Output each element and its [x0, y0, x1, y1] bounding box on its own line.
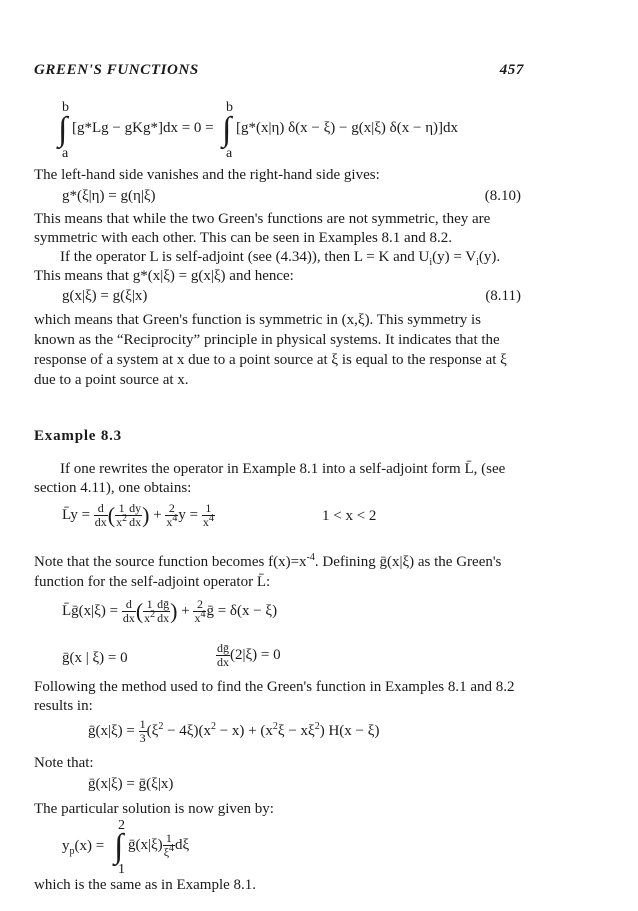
equation-8-11: g(x|ξ) = g(ξ|x): [62, 288, 148, 304]
equation-number: (8.11): [485, 288, 521, 304]
equation-rhs: [g*(x|η) δ(x − ξ) − g(x|ξ) δ(x − η)]dx: [236, 120, 459, 136]
equation-green-function-solution: [88, 718, 379, 745]
paragraph: The particular solution is now given by:: [34, 801, 274, 817]
solution-rhs: $(\xi^2 - 4\xi)(x^2 - x) + (x^2\xi - x\xi^2) H(x - \xi)$: [146, 720, 380, 739]
paragraph: If one rewrites the operator in Example 8.1 into a self-adjoint form L̄, (see section 4.11), one obtains:: [34, 461, 506, 496]
running-header-title: GREEN'S FUNCTIONS: [34, 62, 199, 78]
dg-dx-fraction: $\frac{\text{dḡ}}{dx}$: [157, 597, 170, 625]
derivative-fraction: $\frac{d}{dx}$: [94, 501, 107, 529]
paragraph: Note that:: [34, 755, 94, 771]
example-heading: Example 8.3: [34, 428, 122, 444]
equation-green-function-operator: L̄ḡ(x|ξ) = $\frac{d}{dx}$ ( $\frac{1}{x^2}$ $\frac{\text{dḡ}}{dx}$ ) + $\frac{2}{x^4}$ ḡ = δ(x − ξ): [62, 597, 278, 625]
paragraph: This means that while the two Green's functions are not symmetric, they are symmetric with each other. This can be seen in Examples 8.1 and 8.2.: [34, 211, 491, 246]
dg-dx-fraction: $\frac{\text{dḡ}}{dx}$: [217, 641, 229, 669]
paragraph: If the operator L is self-adjoint (see (4.34)), then L = K and $U_i(y) = V_i(y)$. This means that g*(x|ξ) = g(x|ξ) and hence:: [34, 249, 501, 284]
green-operator-lhs: L̄ḡ(x|ξ) =: [62, 602, 119, 619]
solution-lhs: ḡ(x|ξ) =: [88, 722, 135, 739]
paragraph: which is the same as in Example 8.1.: [34, 877, 257, 893]
derivative-fraction: $\frac{d}{dx}$: [122, 597, 135, 625]
paragraph: The left-hand side vanishes and the right-hand side gives:: [34, 167, 380, 183]
boundary-condition-right: $\frac{\text{dḡ}}{dx}$ (2|ξ) = 0: [217, 641, 281, 669]
inverse-xi-fraction: $\frac{1}{\xi^4}$: [163, 831, 175, 859]
upper-limit: b: [62, 100, 69, 115]
coefficient-fraction: $\frac{1}{x^2}$: [144, 597, 156, 625]
one-third-fraction: $\frac{1}{3}$: [139, 717, 146, 745]
equation-8-10: g*(ξ|η) = g(η|ξ): [62, 188, 156, 204]
paragraph: which means that Green's function is symmetric in (x,ξ). This symmetry is known as the “Reciprocity” principle in physical systems. It indicates that the response of a system at x due to a point source at ξ is equal to the response at ξ due to a point source at x.: [34, 312, 507, 388]
lower-limit: a: [62, 146, 69, 161]
domain-condition: 1 < x < 2: [322, 508, 377, 524]
lower-limit: 1: [118, 862, 125, 877]
operator-lhs: L̄y =: [62, 506, 91, 523]
source-fraction: $\frac{1}{x^4}$: [202, 501, 214, 529]
boundary-condition-left: ḡ(x | ξ) = 0: [62, 650, 128, 666]
equation-self-adjoint-operator: L̄y = $\frac{d}{dx}$ ( $\frac{1}{x^2}$ $\frac{dy}{dx}$ ) + $\frac{2}{x^4}$ y = $\frac{1}{x^4}$: [62, 501, 214, 529]
equation-number: (8.10): [484, 188, 521, 204]
integral-sign: ∫: [58, 111, 68, 148]
equation-symmetry: ḡ(x|ξ) = ḡ(ξ|x): [88, 776, 174, 792]
paragraph: Following the method used to find the Green's function in Examples 8.1 and 8.2 results in:: [34, 679, 515, 714]
dy-dx-fraction: $\frac{dy}{dx}$: [129, 501, 142, 529]
lower-limit-2: a: [226, 146, 233, 161]
equation-lhs: [g*Lg − gKg*]dx = 0 =: [72, 120, 214, 136]
upper-limit: 2: [118, 818, 125, 833]
integral-sign: ∫: [114, 828, 124, 865]
term-fraction: $\frac{2}{x^4}$: [194, 597, 206, 625]
paragraph: Note that the source function becomes $f(x)=x^{-4}$. Defining ḡ(x|ξ) as the Green's function for the self-adjoint operator L̄:: [34, 552, 502, 590]
integral-sign-2: ∫: [222, 111, 232, 148]
green-operator-rhs: ḡ = δ(x − ξ): [206, 602, 278, 619]
term-fraction: $\frac{2}{x^4}$: [166, 501, 178, 529]
particular-lhs: $y_p(x)$ =: [62, 838, 105, 857]
upper-limit-2: b: [226, 100, 233, 115]
page-number: 457: [499, 62, 524, 78]
coefficient-fraction: $\frac{1}{x^2}$: [116, 501, 128, 529]
particular-integrand: ḡ(x|ξ) $\frac{1}{\xi^4}$ dξ: [128, 831, 190, 859]
